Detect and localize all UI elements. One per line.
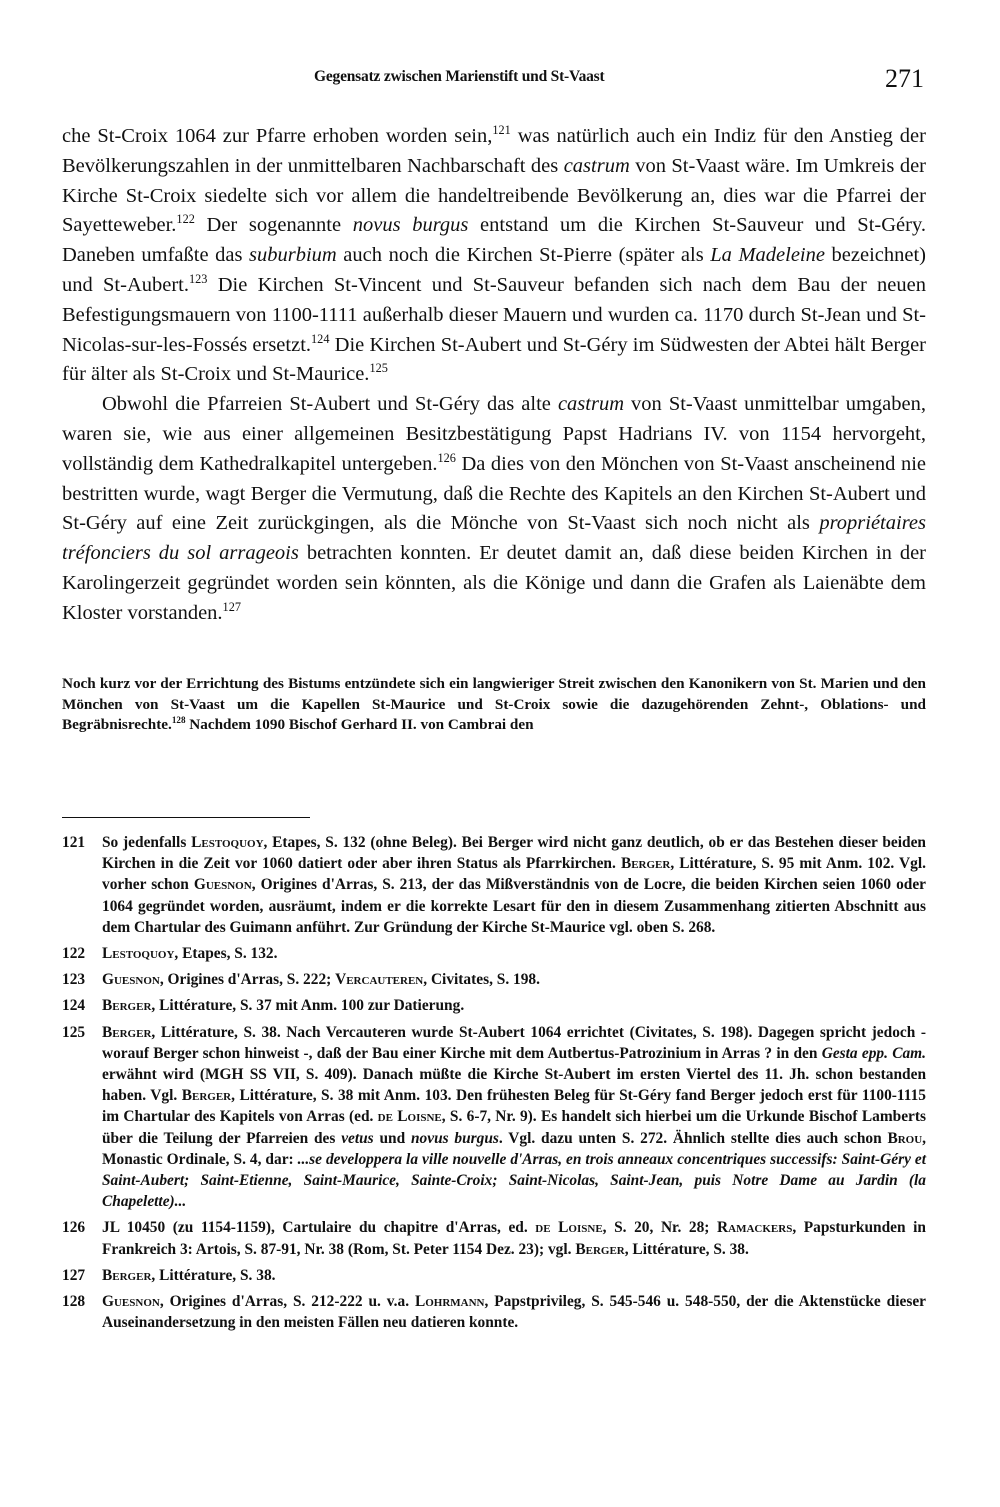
- main-text: [62, 122, 926, 629]
- footnote-ref-123[interactable]: 123: [189, 272, 208, 286]
- footnote-ref-125[interactable]: 125: [369, 361, 388, 376]
- footnote-text: [102, 832, 926, 938]
- footnote-number: 124: [62, 997, 86, 1015]
- text-run: , S. 6-7, Nr. 9). Es handelt sich hierbei um die Urkunde Bischof Lamberts über die Teilung der Pfarreien des: [102, 1108, 926, 1147]
- text-run: auch noch die Kirchen St-Pierre (später als: [336, 244, 711, 267]
- italic-term: vetus: [341, 1129, 374, 1147]
- author-name: Vercauteren: [335, 971, 424, 989]
- italic-term: novus burgus: [352, 214, 469, 237]
- footnote-123: [62, 969, 926, 990]
- author-name: Brou: [887, 1129, 923, 1147]
- footnotes: [62, 832, 926, 1338]
- text-run: von St-Vaast unmittelbar umgaben, waren sie, wie aus einer allgemeinen Besitzbestätigung Papst Hadrians IV. von 1154 hervorgeht, vollständig dem Kathedralkapitel untergeben.: [62, 393, 926, 475]
- footnote-text: [102, 995, 926, 1016]
- italic-term: castrum: [563, 154, 630, 177]
- text-run: erwähnt wird (MGH SS VII, S. 409). Danach müßte die Kirche St-Aubert im ersten Viertel des 11. Jh. schon bestanden haben. Vgl.: [102, 1066, 926, 1105]
- text-run: che St-Croix 1064 zur Pfarre erhoben worden sein,: [62, 125, 493, 147]
- text-run: JL 10450 (zu 1154-1159), Cartulaire du chapitre d'Arras, ed.: [102, 1219, 536, 1237]
- footnote-124: [62, 995, 926, 1016]
- paragraph-2: [62, 390, 926, 628]
- author-name: Lestoquoy: [102, 945, 175, 963]
- text-run: Da dies von den Mönchen von St-Vaast anscheinend nie bestritten wurde, wagt Berger die Vermutung, daß die Rechte des Kapitels an den Kirchen St-Aubert und St-Géry auf eine Zeit zurückgingen, als die Mönche von St-Vaast sich noch nicht als: [62, 452, 926, 535]
- text-run: von St-Vaast wäre. Im Umkreis der Kirche St-Croix siedelte sich vor allem die handeltreibende Bevölkerung an, dies war die Pfarrei der Sayetteweber.: [62, 154, 926, 237]
- page-number: 271: [885, 64, 924, 93]
- footnote-ref-126[interactable]: 126: [437, 450, 456, 465]
- text-run: Obwohl die Pfarreien St-Aubert und St-Géry das alte: [102, 393, 558, 416]
- author-name: de Loisne: [377, 1108, 442, 1126]
- italic-term: castrum: [557, 393, 624, 416]
- italic-term: suburbium: [249, 244, 337, 267]
- italic-title: Gesta epp. Cam.: [821, 1044, 926, 1062]
- small-print-paragraph: [62, 674, 926, 736]
- footnote-ref-127[interactable]: 127: [222, 599, 241, 614]
- footnote-text: [102, 1291, 926, 1333]
- text-run: Noch kurz vor der Errichtung des Bistums entzündete sich ein langwieriger Streit zwischen den Kanonikern von St. Marien und den Mönchen von St-Vaast um die Kapellen St-Maurice und St-Croix sowie die dazugehörenden Zehnt-, Oblations- und Begräbnisrechte.: [62, 675, 926, 734]
- text-run: , Littérature, S. 38 mit Anm. 103. Den frühesten Beleg für St-Géry fand Berger jedoch erst für 1100-1115 im Chartular des Kapitels von Arras (ed.: [102, 1087, 927, 1126]
- author-name: de Loisne: [535, 1219, 603, 1237]
- italic-quote: ...se developpera la ville nouvelle d'Arras, en trois anneaux concentriques successifs: Saint-Géry et Saint-Aubert; Saint-Etienne, Saint-Maurice, Sainte-Croix; Saint-Nicolas, Saint-Jean, puis Notre Dame au Jardin (la Chapelette)...: [102, 1150, 926, 1211]
- text-run: Der sogenannte: [194, 214, 353, 237]
- footnote-text: [102, 943, 926, 964]
- text-run: was natürlich auch ein Indiz für den Anstieg der Bevölkerungszahlen in der unmittelbaren Nachbarschaft des: [62, 125, 926, 177]
- text-run: , Littérature, S. 38.: [624, 1240, 749, 1258]
- text-run: , Papstprivileg, S. 545-546 u. 548-550, der die Aktenstücke dieser Auseinandersetzung in den meisten Fällen neu datieren konnte.: [102, 1293, 926, 1332]
- text-run: Die Kirchen St-Aubert und St-Géry im Südwesten der Abtei hält Berger für älter als St-Croix und St-Maurice.: [62, 333, 927, 386]
- running-head: Gegensatz zwischen Marienstift und St-Vaast: [314, 68, 605, 85]
- footnote-128: [62, 1291, 926, 1333]
- italic-term: propriétaires tréfonciers du sol arrageois: [62, 512, 926, 565]
- author-name: Guesnon: [193, 876, 252, 894]
- text-run: , Papsturkunden in Frankreich 3: Artois, S. 87-91, Nr. 38 (Rom, St. Peter 1154 Dez. 23); vgl.: [102, 1219, 926, 1258]
- footnote-number: 122: [62, 945, 86, 963]
- footnote-number: 121: [62, 834, 86, 851]
- footnote-ref-128[interactable]: 128: [171, 715, 186, 726]
- footnote-separator: [62, 817, 310, 818]
- text-run: , Origines d'Arras, S. 212-222 u. v.a.: [159, 1293, 415, 1311]
- footnote-125: [62, 1022, 926, 1213]
- text-run: , Littérature, S. 38.: [151, 1266, 276, 1284]
- text-run: , Littérature, S. 95 mit Anm. 102. Vgl. vorher schon: [102, 855, 926, 894]
- text-run: betrachten konnten. Er deutet damit an, daß diese beiden Kirchen in der Karolingerzeit gegründet worden sein könnten, als die Könige und dann die Grafen als Laienäbte dem Kloster vorstanden.: [62, 542, 927, 624]
- footnote-ref-124[interactable]: 124: [311, 331, 330, 346]
- text-run: , Littérature, S. 38. Nach Vercauteren wurde St-Aubert 1064 errichtet (Civitates, S. 198). Dagegen spricht jedoch - worauf Berger schon hinweist -, daß der Bau einer Kirche mit dem Autbertus-Patrozinium in Arras ? in den: [102, 1023, 926, 1062]
- author-name: Berger: [102, 1023, 152, 1041]
- text-run: , S. 20, Nr. 28;: [602, 1219, 718, 1237]
- author-name: Berger: [575, 1240, 625, 1258]
- footnote-number: 126: [62, 1219, 86, 1237]
- text-run: , Monastic Ordinale, S. 4, dar:: [102, 1129, 927, 1168]
- author-name: Guesnon: [102, 971, 160, 989]
- footnote-122: [62, 943, 926, 964]
- author-name: Ramackers: [717, 1219, 793, 1237]
- paragraph-1: [62, 122, 926, 390]
- text-run: , Origines d'Arras, S. 222;: [159, 971, 336, 989]
- italic-term: La Madeleine: [710, 244, 825, 267]
- footnote-number: 128: [62, 1293, 86, 1311]
- author-name: Lohrmann: [414, 1293, 485, 1311]
- text-run: , Etapes, S. 132 (ohne Beleg). Bei Berger wird nicht ganz deutlich, ob er das Bestehen dieser beiden Kirchen in die Zeit vor 1060 datiert oder aber ihren Status als Pfarrkirchen.: [102, 834, 926, 873]
- footnote-text: [102, 1217, 926, 1259]
- footnote-number: 125: [62, 1023, 86, 1041]
- italic-term: novus burgus: [410, 1129, 499, 1147]
- text-run: Die Kirchen St-Vincent und St-Sauveur befanden sich nach dem Bau der neuen Befestigungsmauern von 1100-1111 außerhalb dieser Mauern und wurden ca. 1170 durch St-Jean und St-Nicolas-sur-les-Fossés ersetzt.: [62, 273, 926, 356]
- text-run: , Civitates, S. 198.: [423, 971, 540, 989]
- footnote-ref-121[interactable]: 121: [492, 123, 511, 138]
- text-run: So jedenfalls: [102, 834, 192, 851]
- text-run: , Etapes, S. 132.: [174, 945, 278, 963]
- footnote-126: [62, 1217, 926, 1259]
- footnote-127: [62, 1265, 926, 1286]
- footnote-text: [102, 1265, 926, 1286]
- author-name: Guesnon: [102, 1293, 160, 1311]
- author-name: Berger: [181, 1087, 232, 1105]
- footnote-number: 127: [62, 1266, 86, 1284]
- text-run: , Origines d'Arras, S. 213, der das Mißverständnis von de Locre, die beiden Kirchen seien 1060 oder 1064 gegründet worden, ausräumt, indem er die korrekte Lesart für den in diesem Zusammenhang zitierten Abschnitt aus dem Chartular des Guimann anführt. Zur Gründung der Kirche St-Maurice vgl. oben S. 268.: [102, 876, 926, 936]
- footnote-text: [102, 969, 926, 990]
- author-name: Berger: [102, 997, 152, 1015]
- author-name: Berger: [620, 855, 671, 873]
- text-run: und: [373, 1129, 411, 1147]
- footnote-121: [62, 832, 926, 938]
- footnote-ref-122[interactable]: 122: [176, 212, 195, 227]
- footnote-text: [102, 1022, 926, 1213]
- text-run: entstand um die Kirchen St-Sauveur und St-Géry. Daneben umfaßte das: [62, 214, 926, 267]
- author-name: Lestoquoy: [191, 834, 264, 851]
- footnote-number: 123: [62, 971, 86, 989]
- text-run: Nachdem 1090 Bischof Gerhard II. von Cambrai den: [185, 716, 534, 734]
- text-run: . Vgl. dazu unten S. 272. Ähnlich stellte dies auch schon: [498, 1129, 888, 1147]
- text-run: , Littérature, S. 37 mit Anm. 100 zur Datierung.: [151, 997, 465, 1015]
- author-name: Berger: [102, 1266, 152, 1284]
- text-run: bezeichnet) und St-Aubert.: [62, 244, 927, 296]
